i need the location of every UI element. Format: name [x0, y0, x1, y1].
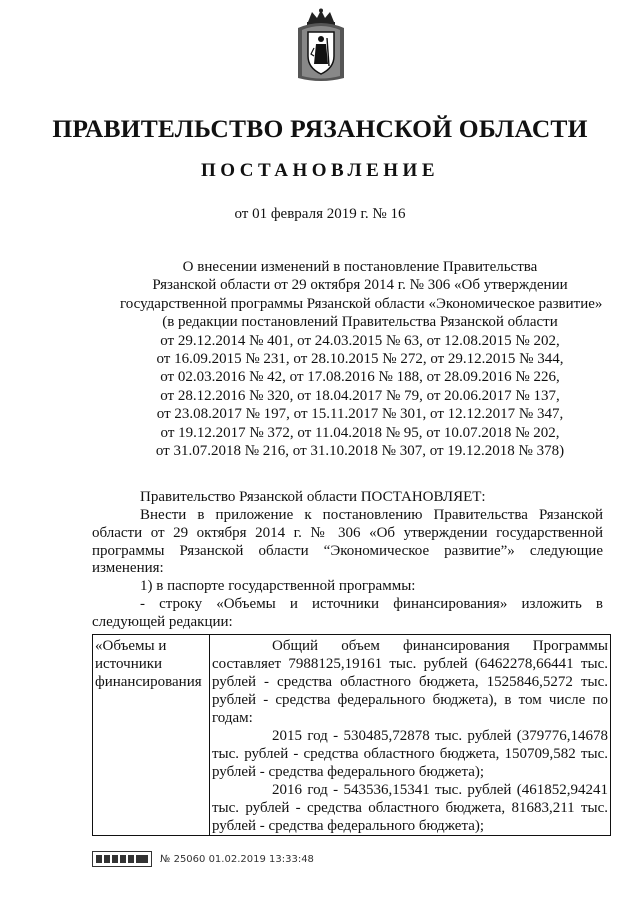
document-date-number: от 01 февраля 2019 г. № 16 [234, 206, 406, 222]
amendment-paragraph: Внести в приложение к постановлению Правительства Рязанской области от 29 октября 2014 г. № 306 «Об утверждении государственной программы Рязанской области “Экономическое развитие”» следующие изменения: [92, 507, 603, 577]
subject-line: (в редакции постановлений Правительства Рязанской области [162, 314, 558, 331]
funding-year-2015: 2015 год - 530485,72878 тыс. рублей (379776,14678 тыс. рублей - средства областного бюджета, 150709,582 тыс. рублей - средства федерального бюджета); [212, 728, 608, 780]
registration-stamp-icon [92, 851, 152, 867]
subject-line: от 16.09.2015 № 231, от 28.10.2015 № 272, от 29.12.2015 № 344, [156, 351, 564, 368]
funding-value-cell [210, 635, 611, 836]
registration-footer [92, 851, 314, 867]
document-type: ПОСТАНОВЛЕНИЕ [200, 160, 440, 181]
funding-label-cell: «Объемы и источники финансирования [93, 635, 210, 836]
funding-table [92, 634, 611, 836]
funding-row-instruction: - строку «Объемы и источники финансирования» изложить в следующей редакции: [92, 596, 603, 630]
resolution-intro: Правительство Рязанской области ПОСТАНОВЛЯЕТ: [140, 489, 486, 505]
funding-total: Общий объем финансирования Программы составляет 7988125,19161 тыс. рублей (6462278,66441 тыс. рублей - средства областного бюджета, 1525846,5272 тыс. рублей - средства федерального бюджета), в том числе по годам: [212, 638, 608, 726]
registration-number: № 25060 01.02.2019 13:33:48 [160, 853, 314, 865]
subject-line: от 28.12.2016 № 320, от 18.04.2017 № 79, от 20.06.2017 № 137, [160, 387, 560, 404]
document-subject [120, 258, 603, 460]
subject-line: государственной программы Рязанской области «Экономическое развитие» [120, 295, 603, 312]
subject-line: от 31.07.2018 № 216, от 31.10.2018 № 307, от 19.12.2018 № 378) [155, 443, 565, 460]
coat-of-arms-icon [294, 8, 348, 84]
funding-year-2016: 2016 год - 543536,15341 тыс. рублей (461852,94241 тыс. рублей - средства областного бюджета, 81683,211 тыс. рублей - средства федерального бюджета); [212, 782, 608, 834]
subject-line: от 02.03.2016 № 42, от 17.08.2016 № 188, от 28.09.2016 № 226, [160, 369, 560, 386]
table-row [93, 635, 611, 836]
subject-line: от 19.12.2017 № 372, от 11.04.2018 № 95, от 10.07.2018 № 202, [160, 424, 560, 441]
subject-line: от 29.12.2014 № 401, от 24.03.2015 № 63, от 12.08.2015 № 202, [160, 332, 560, 349]
subject-line: О внесении изменений в постановление Правительства [182, 259, 538, 275]
passport-item: 1) в паспорте государственной программы: [140, 578, 416, 594]
government-title: ПРАВИТЕЛЬСТВО РЯЗАНСКОЙ ОБЛАСТИ [52, 114, 588, 143]
subject-line: от 23.08.2017 № 197, от 15.11.2017 № 301, от 12.12.2017 № 347, [156, 406, 564, 423]
subject-line: Рязанской области от 29 октября 2014 г. № 306 «Об утверждении [152, 277, 568, 294]
